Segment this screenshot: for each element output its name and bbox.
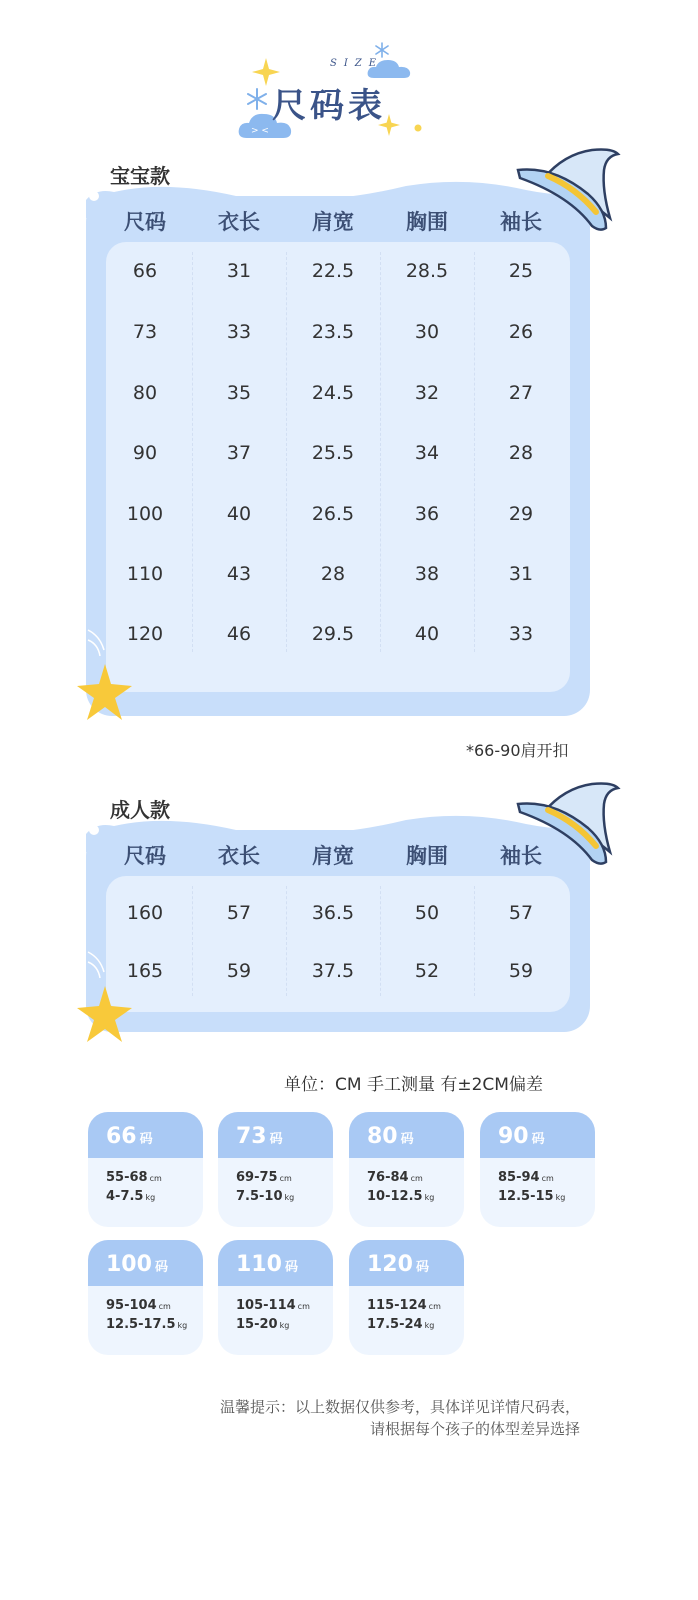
cell-size: 100 [126,503,164,525]
size-code [367,1124,414,1149]
snowflake-icon [246,88,268,110]
cell-length: 37 [226,442,252,464]
cell-shoulder: 26.5 [311,503,355,525]
cell-length: 59 [226,960,252,982]
weight-value: 4-7.5 [106,1189,144,1204]
height-unit: cm [297,1302,310,1311]
baby-section-title: 宝宝款 [110,164,170,188]
cell-sleeve: 57 [508,902,534,924]
header-size: 尺码 [124,210,166,234]
page-header [0,0,698,150]
height-unit: cm [428,1302,441,1311]
weight-value: 17.5-24 [367,1317,423,1332]
cell-shoulder: 23.5 [311,321,355,343]
cell-length: 57 [226,902,252,924]
cell-shoulder: 25.5 [311,442,355,464]
size-code [498,1124,545,1149]
size-code-value: 100 [106,1252,152,1277]
height-value: 105-114 [236,1298,296,1313]
size-guide-card [480,1112,595,1227]
height-value: 85-94 [498,1170,540,1185]
sparkle-lines [86,950,116,984]
cell-size: 90 [132,442,158,464]
size-code-suffix: 码 [269,1132,283,1147]
snowflake-icon [374,42,390,58]
header-shoulder: 肩宽 [312,844,354,868]
height-unit: cm [279,1174,292,1183]
size-code-suffix: 码 [415,1260,429,1275]
size-code-suffix: 码 [284,1260,298,1275]
height-range [367,1170,423,1185]
height-value: 95-104 [106,1298,157,1313]
table-body [106,242,570,692]
height-range [236,1298,310,1313]
weight-range [236,1189,294,1204]
cell-length: 40 [226,503,252,525]
table-row [106,902,570,932]
size-code-suffix: 码 [531,1132,545,1147]
table-row [106,623,570,653]
table-body [106,876,570,1012]
height-range [106,1298,171,1313]
weight-value: 10-12.5 [367,1189,423,1204]
unit-note: 单位：CM 手工测量 有±2CM偏差 [284,1075,543,1095]
sparkle-lines [86,628,116,662]
table-row [106,563,570,593]
cell-sleeve: 25 [508,260,534,282]
svg-text:> <: > < [251,126,269,136]
cell-sleeve: 27 [508,382,534,404]
size-code-value: 120 [367,1252,413,1277]
size-code-value: 66 [106,1124,137,1149]
weight-value: 12.5-15 [498,1189,554,1204]
cell-shoulder: 28 [320,563,346,585]
tip-line-1: 温馨提示：以上数据仅供参考，具体详见详情尺码表， [219,1398,580,1416]
dot-icon [414,124,422,132]
height-value: 115-124 [367,1298,427,1313]
cell-sleeve: 29 [508,503,534,525]
cell-length: 43 [226,563,252,585]
cell-length: 46 [226,623,252,645]
size-guide-card [88,1112,203,1227]
weight-range [498,1189,565,1204]
height-value: 55-68 [106,1170,148,1185]
header-shoulder: 肩宽 [312,210,354,234]
weight-value: 12.5-17.5 [106,1317,176,1332]
cell-size: 66 [132,260,158,282]
cell-sleeve: 31 [508,563,534,585]
cell-size: 73 [132,321,158,343]
wizard-hat-icon [514,780,622,870]
cell-sleeve: 59 [508,960,534,982]
weight-value: 15-20 [236,1317,278,1332]
height-unit: cm [410,1174,423,1183]
weight-unit: kg [284,1193,295,1202]
header-sleeve: 袖长 [500,210,542,234]
size-guide-card [349,1112,464,1227]
tip-line-2: 请根据每个孩子的体型差异选择 [369,1420,580,1438]
cell-chest: 52 [414,960,440,982]
cell-chest: 50 [414,902,440,924]
size-word: SIZE [330,58,384,69]
table-row [106,442,570,472]
weight-unit: kg [555,1193,566,1202]
cell-shoulder: 24.5 [311,382,355,404]
header-length: 衣长 [218,210,260,234]
cell-chest: 38 [414,563,440,585]
table-row [106,260,570,290]
size-code-suffix: 码 [139,1132,153,1147]
weight-range [367,1189,434,1204]
header-sleeve: 袖长 [500,844,542,868]
cell-sleeve: 33 [508,623,534,645]
size-code [106,1124,153,1149]
cell-chest: 36 [414,503,440,525]
weight-range [367,1317,434,1332]
height-unit: cm [158,1302,171,1311]
height-unit: cm [541,1174,554,1183]
cell-shoulder: 22.5 [311,260,355,282]
size-code-suffix: 码 [154,1260,168,1275]
cell-length: 31 [226,260,252,282]
cell-size: 160 [126,902,164,924]
cell-chest: 34 [414,442,440,464]
size-code-value: 110 [236,1252,282,1277]
table-row [106,503,570,533]
size-code [106,1252,168,1277]
size-code [236,1252,298,1277]
weight-range [106,1317,187,1332]
star-icon [74,984,136,1046]
size-code-value: 73 [236,1124,267,1149]
page-title: 尺码表 [272,86,386,126]
baby-note: *66-90肩开扣 [466,741,569,760]
header-chest: 胸围 [406,210,448,234]
size-code-value: 80 [367,1124,398,1149]
wizard-hat-icon [514,146,622,236]
cell-length: 33 [226,321,252,343]
cell-shoulder: 29.5 [311,623,355,645]
header-length: 衣长 [218,844,260,868]
cell-sleeve: 26 [508,321,534,343]
size-guide-card [349,1240,464,1355]
star-icon [74,662,136,724]
height-value: 69-75 [236,1170,278,1185]
header-chest: 胸围 [406,844,448,868]
cell-chest: 32 [414,382,440,404]
weight-range [236,1317,289,1332]
size-code [367,1252,429,1277]
height-range [498,1170,554,1185]
weight-unit: kg [145,1193,156,1202]
height-range [367,1298,441,1313]
size-guide-card [218,1112,333,1227]
size-code-suffix: 码 [400,1132,414,1147]
size-code-value: 90 [498,1124,529,1149]
cell-size: 120 [126,623,164,645]
table-row [106,321,570,351]
weight-unit: kg [279,1321,290,1330]
table-row [106,382,570,412]
cell-shoulder: 37.5 [311,960,355,982]
table-row [106,960,570,990]
weight-value: 7.5-10 [236,1189,283,1204]
weight-range [106,1189,155,1204]
cell-shoulder: 36.5 [311,902,355,924]
weight-unit: kg [177,1321,188,1330]
height-value: 76-84 [367,1170,409,1185]
height-range [236,1170,292,1185]
cell-size: 165 [126,960,164,982]
size-guide-card [218,1240,333,1355]
cell-size: 80 [132,382,158,404]
cell-chest: 30 [414,321,440,343]
cell-chest: 40 [414,623,440,645]
header-size: 尺码 [124,844,166,868]
baby-size-table [86,196,590,716]
weight-unit: kg [424,1321,435,1330]
height-range [106,1170,162,1185]
adult-section-title: 成人款 [110,798,170,822]
cell-sleeve: 28 [508,442,534,464]
weight-unit: kg [424,1193,435,1202]
cell-chest: 28.5 [405,260,449,282]
cell-size: 110 [126,563,164,585]
size-code [236,1124,283,1149]
cell-length: 35 [226,382,252,404]
height-unit: cm [149,1174,162,1183]
size-guide-card [88,1240,203,1355]
